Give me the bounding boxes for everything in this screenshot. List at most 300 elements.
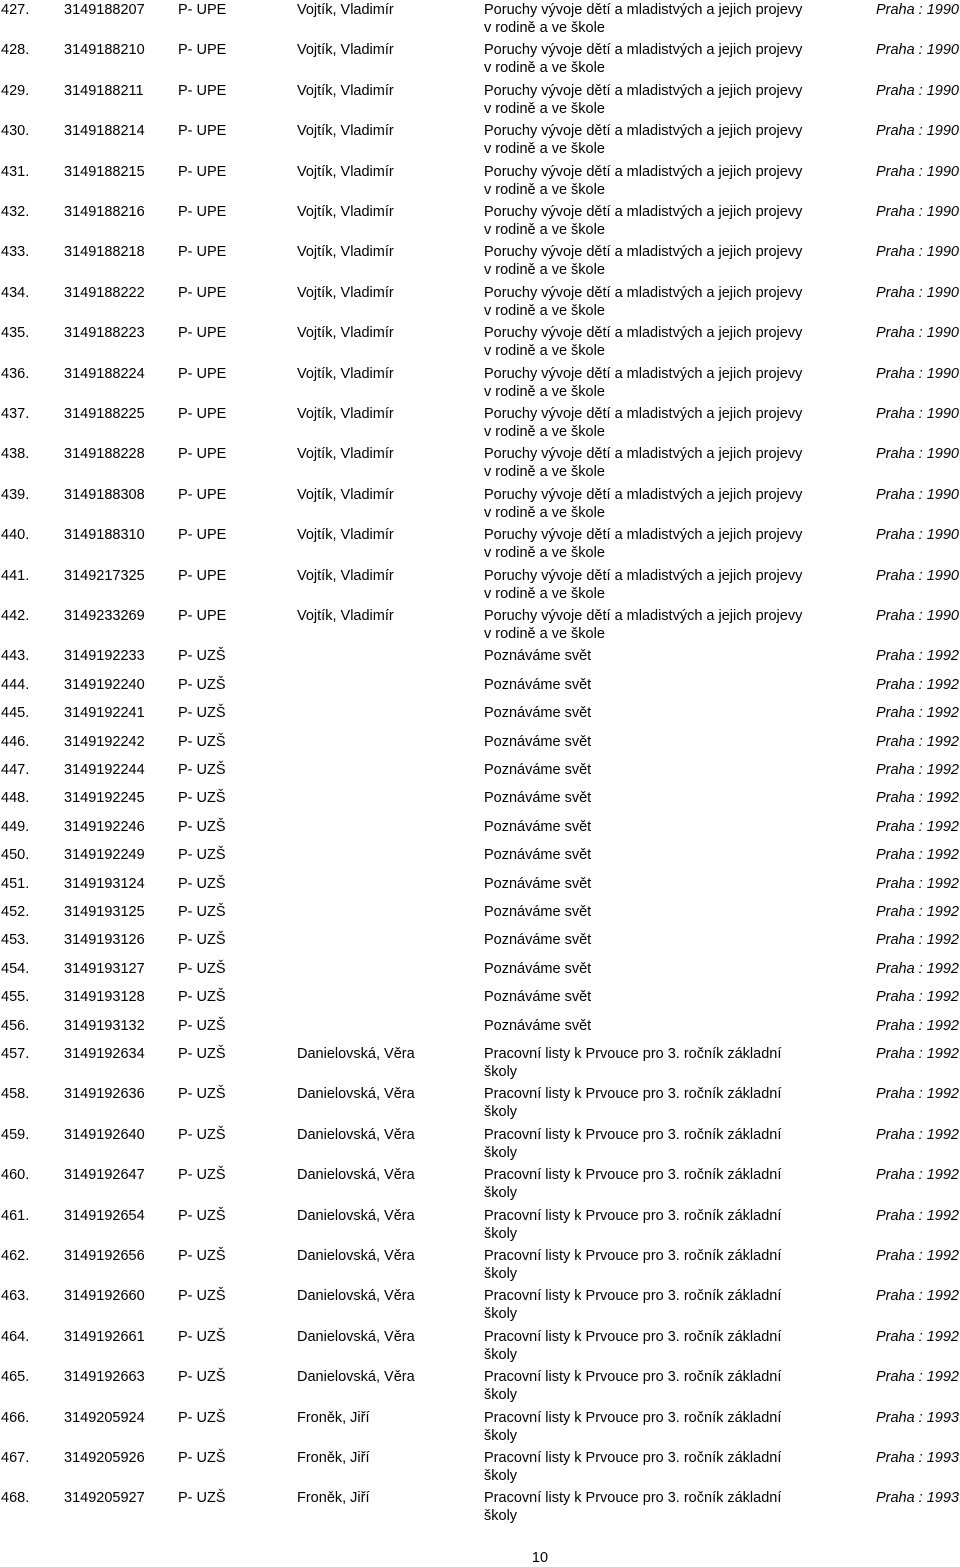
signature: P- UZŠ	[178, 1207, 226, 1224]
publication: Praha : 1992	[875, 1369, 959, 1386]
title-line: školy	[484, 1468, 518, 1484]
row-number: 452.	[1, 904, 30, 920]
barcode: 3149188207	[64, 2, 145, 18]
title-line: školy	[484, 1306, 518, 1323]
signature: P- UPE	[178, 406, 227, 422]
row-number: 453.	[1, 932, 30, 949]
title-line: Pracovní listy k Prvouce pro 3. ročník základní	[484, 1126, 782, 1143]
title-line: Poruchy vývoje dětí a mladistvých a jejich projevy	[484, 567, 803, 584]
barcode: 3149192661	[64, 1328, 145, 1345]
title-line: školy	[484, 1508, 518, 1525]
publication: Praha : 1990	[875, 406, 959, 422]
publication: Praha : 1992	[875, 1167, 959, 1184]
barcode: 3149205924	[64, 1409, 145, 1426]
barcode: 3149192656	[64, 1248, 145, 1264]
publication: Praha : 1992	[875, 904, 959, 920]
row-number: 431.	[1, 163, 30, 180]
title	[484, 931, 844, 949]
title-line: v rodině a ve škole	[484, 383, 605, 400]
signature: P- UZŠ	[178, 648, 226, 665]
author: Froněk, Jiří	[297, 1450, 370, 1466]
title	[484, 846, 844, 864]
title	[484, 41, 844, 77]
row-number: 427.	[1, 2, 30, 18]
title-line: školy	[484, 1104, 518, 1121]
title	[484, 486, 844, 522]
author: Danielovská, Věra	[297, 1046, 415, 1062]
author: Danielovská, Věra	[297, 1288, 415, 1305]
publication: Praha : 1993	[875, 1450, 959, 1466]
signature: P- UPE	[178, 204, 227, 220]
row-number: 454.	[1, 960, 30, 977]
title	[484, 567, 844, 603]
barcode: 3149188215	[64, 163, 145, 180]
barcode: 3149192663	[64, 1369, 145, 1386]
title-line: v rodině a ve škole	[484, 222, 605, 238]
title	[484, 445, 844, 481]
author: Danielovská, Věra	[297, 1328, 415, 1345]
publication: Praha : 1992	[875, 676, 959, 693]
title	[484, 1287, 844, 1323]
barcode: 3149192244	[64, 762, 145, 778]
publication: Praha : 1993	[875, 1490, 959, 1507]
signature: P- UZŠ	[178, 904, 226, 920]
barcode: 3149188216	[64, 204, 145, 220]
title-line: Poznáváme svět	[484, 932, 592, 949]
barcode: 3149188224	[64, 365, 145, 382]
signature: P- UZŠ	[178, 1126, 226, 1143]
title-line: Poznáváme svět	[484, 733, 592, 750]
publication: Praha : 1992	[875, 1248, 959, 1264]
title	[484, 1017, 844, 1035]
title-line: školy	[484, 1427, 518, 1444]
title	[484, 1166, 844, 1202]
signature: P- UZŠ	[178, 1248, 226, 1264]
row-number: 460.	[1, 1167, 30, 1184]
barcode: 3149193127	[64, 960, 145, 977]
author: Danielovská, Věra	[297, 1248, 415, 1264]
title-line: Pracovní listy k Prvouce pro 3. ročník základní	[484, 1207, 782, 1224]
signature: P- UZŠ	[178, 847, 226, 864]
title-line: Pracovní listy k Prvouce pro 3. ročník základní	[484, 1328, 782, 1345]
publication: Praha : 1992	[875, 705, 959, 722]
author: Vojtík, Vladimír	[297, 163, 394, 180]
row-number: 463.	[1, 1288, 30, 1305]
title	[484, 203, 844, 239]
publication: Praha : 1992	[875, 1288, 959, 1305]
barcode: 3149193124	[64, 875, 145, 892]
publication: Praha : 1992	[875, 762, 959, 778]
row-number: 455.	[1, 989, 30, 1006]
title-line: v rodině a ve škole	[484, 60, 605, 77]
signature: P- UPE	[178, 82, 227, 99]
barcode: 3149192640	[64, 1126, 145, 1143]
barcode: 3149188214	[64, 123, 145, 140]
row-number: 439.	[1, 486, 30, 503]
row-number: 466.	[1, 1409, 30, 1426]
title-line: Poruchy vývoje dětí a mladistvých a jejich projevy	[484, 406, 803, 422]
row-number: 429.	[1, 82, 30, 99]
barcode: 3149205926	[64, 1450, 145, 1466]
title-line: Poznáváme svět	[484, 705, 592, 722]
author: Vojtík, Vladimír	[297, 567, 394, 584]
barcode: 3149192634	[64, 1046, 145, 1062]
signature: P- UPE	[178, 42, 227, 59]
title-line: v rodině a ve škole	[484, 424, 605, 440]
barcode: 3149233269	[64, 608, 145, 624]
author: Danielovská, Věra	[297, 1369, 415, 1386]
publication: Praha : 1990	[875, 163, 959, 180]
signature: P- UZŠ	[178, 1490, 226, 1507]
title-line: Pracovní listy k Prvouce pro 3. ročník základní	[484, 1248, 782, 1264]
title-line: školy	[484, 1346, 518, 1363]
signature: P- UZŠ	[178, 733, 226, 750]
title-line: Poruchy vývoje dětí a mladistvých a jejich projevy	[484, 204, 803, 220]
title-line: Pracovní listy k Prvouce pro 3. ročník základní	[484, 1369, 782, 1386]
title	[484, 960, 844, 978]
barcode: 3149188310	[64, 527, 145, 544]
signature: P- UPE	[178, 486, 227, 503]
signature: P- UPE	[178, 608, 227, 624]
title-line: v rodině a ve škole	[484, 141, 605, 158]
row-number: 444.	[1, 676, 30, 693]
title-line: Poruchy vývoje dětí a mladistvých a jejich projevy	[484, 2, 803, 18]
title-line: v rodině a ve škole	[484, 100, 605, 117]
publication: Praha : 1993	[875, 1409, 959, 1426]
publication: Praha : 1990	[875, 608, 959, 624]
title	[484, 676, 844, 694]
title-line: Poznáváme svět	[484, 1017, 592, 1034]
title-line: Poznáváme svět	[484, 875, 592, 892]
publication: Praha : 1990	[875, 325, 959, 342]
signature: P- UZŠ	[178, 932, 226, 949]
title	[484, 818, 844, 836]
barcode: 3149188228	[64, 446, 145, 463]
author: Danielovská, Věra	[297, 1167, 415, 1184]
barcode: 3149192240	[64, 676, 145, 693]
title	[484, 122, 844, 158]
title-line: v rodině a ve škole	[484, 343, 605, 360]
publication: Praha : 1992	[875, 648, 959, 665]
title	[484, 875, 844, 893]
title-line: v rodině a ve škole	[484, 302, 605, 319]
barcode: 3149192246	[64, 818, 145, 835]
author: Vojtík, Vladimír	[297, 325, 394, 342]
title-line: Poznáváme svět	[484, 648, 592, 665]
author: Vojtík, Vladimír	[297, 42, 394, 59]
title-line: Pracovní listy k Prvouce pro 3. ročník základní	[484, 1167, 782, 1184]
signature: P- UZŠ	[178, 790, 226, 807]
title	[484, 733, 844, 751]
barcode: 3149192636	[64, 1086, 145, 1103]
author: Vojtík, Vladimír	[297, 82, 394, 99]
barcode: 3149192654	[64, 1207, 145, 1224]
barcode: 3149188211	[64, 82, 144, 99]
barcode: 3149192241	[64, 705, 145, 722]
title	[484, 1085, 844, 1121]
title	[484, 324, 844, 360]
title-line: školy	[484, 1144, 518, 1161]
title	[484, 1368, 844, 1404]
signature: P- UPE	[178, 2, 227, 18]
publication: Praha : 1990	[875, 284, 959, 301]
row-number: 446.	[1, 733, 30, 750]
row-number: 435.	[1, 325, 30, 342]
row-number: 451.	[1, 875, 30, 892]
row-number: 432.	[1, 204, 30, 220]
barcode: 3149188222	[64, 284, 145, 301]
barcode: 3149205927	[64, 1490, 145, 1507]
barcode: 3149188210	[64, 42, 145, 59]
signature: P- UPE	[178, 567, 227, 584]
publication: Praha : 1992	[875, 960, 959, 977]
title-line: v rodině a ve škole	[484, 464, 605, 481]
title	[484, 647, 844, 665]
row-number: 428.	[1, 42, 30, 59]
publication: Praha : 1990	[875, 567, 959, 584]
row-number: 464.	[1, 1328, 30, 1345]
row-number: 456.	[1, 1017, 30, 1034]
author: Vojtík, Vladimír	[297, 446, 394, 463]
barcode: 3149193128	[64, 989, 145, 1006]
publication: Praha : 1990	[875, 527, 959, 544]
barcode: 3149188218	[64, 244, 145, 261]
publication: Praha : 1990	[875, 244, 959, 261]
title	[484, 1489, 844, 1525]
row-number: 447.	[1, 762, 30, 778]
title-line: Poruchy vývoje dětí a mladistvých a jejich projevy	[484, 42, 803, 59]
title-line: Poruchy vývoje dětí a mladistvých a jejich projevy	[484, 608, 803, 624]
row-number: 434.	[1, 284, 30, 301]
title-line: školy	[484, 1225, 518, 1242]
publication: Praha : 1990	[875, 446, 959, 463]
signature: P- UPE	[178, 284, 227, 301]
publication: Praha : 1990	[875, 2, 959, 18]
title-line: Pracovní listy k Prvouce pro 3. ročník základní	[484, 1490, 782, 1507]
title-line: školy	[484, 1185, 518, 1202]
row-number: 468.	[1, 1490, 30, 1507]
barcode: 3149188308	[64, 486, 145, 503]
title-line: v rodině a ve škole	[484, 585, 605, 602]
title	[484, 988, 844, 1006]
author: Vojtík, Vladimír	[297, 365, 394, 382]
title	[484, 1449, 844, 1485]
barcode: 3149193126	[64, 932, 145, 949]
barcode: 3149192233	[64, 648, 145, 665]
row-number: 438.	[1, 446, 30, 463]
title-line: Poruchy vývoje dětí a mladistvých a jejich projevy	[484, 446, 803, 463]
author: Vojtík, Vladimír	[297, 123, 394, 140]
row-number: 458.	[1, 1086, 30, 1103]
title-line: v rodině a ve škole	[484, 504, 605, 521]
author: Vojtík, Vladimír	[297, 244, 394, 261]
title	[484, 163, 844, 199]
title-line: Poznáváme svět	[484, 818, 592, 835]
title-line: Poruchy vývoje dětí a mladistvých a jejich projevy	[484, 163, 803, 180]
signature: P- UZŠ	[178, 1409, 226, 1426]
title	[484, 243, 844, 279]
signature: P- UPE	[178, 325, 227, 342]
title-line: v rodině a ve škole	[484, 262, 605, 279]
title	[484, 1207, 844, 1243]
title-line: školy	[484, 1064, 518, 1080]
title-line: školy	[484, 1387, 518, 1404]
row-number: 442.	[1, 608, 30, 624]
author: Vojtík, Vladimír	[297, 284, 394, 301]
barcode: 3149192249	[64, 847, 145, 864]
title	[484, 789, 844, 807]
title-line: Poruchy vývoje dětí a mladistvých a jejich projevy	[484, 244, 803, 261]
signature: P- UZŠ	[178, 1167, 226, 1184]
barcode: 3149192660	[64, 1288, 145, 1305]
publication: Praha : 1992	[875, 1328, 959, 1345]
author: Vojtík, Vladimír	[297, 2, 394, 18]
title	[484, 1126, 844, 1162]
row-number: 462.	[1, 1248, 30, 1264]
signature: P- UZŠ	[178, 818, 226, 835]
signature: P- UZŠ	[178, 705, 226, 722]
title	[484, 1045, 844, 1081]
row-number: 461.	[1, 1207, 30, 1224]
row-number: 437.	[1, 406, 30, 422]
title-line: Poruchy vývoje dětí a mladistvých a jejich projevy	[484, 325, 803, 342]
title-line: Poruchy vývoje dětí a mladistvých a jejich projevy	[484, 82, 803, 99]
title	[484, 704, 844, 722]
title-line: Poruchy vývoje dětí a mladistvých a jejich projevy	[484, 486, 803, 503]
row-number: 430.	[1, 123, 30, 140]
author: Vojtík, Vladimír	[297, 204, 394, 220]
barcode: 3149217325	[64, 567, 145, 584]
publication: Praha : 1992	[875, 733, 959, 750]
title	[484, 1328, 844, 1364]
title	[484, 903, 844, 921]
title-line: Pracovní listy k Prvouce pro 3. ročník základní	[484, 1288, 782, 1305]
publication: Praha : 1990	[875, 486, 959, 503]
title-line: Poruchy vývoje dětí a mladistvých a jejich projevy	[484, 284, 803, 301]
barcode: 3149192245	[64, 790, 145, 807]
signature: P- UPE	[178, 163, 227, 180]
signature: P- UZŠ	[178, 1046, 226, 1062]
title-line: Pracovní listy k Prvouce pro 3. ročník základní	[484, 1409, 782, 1426]
row-number: 465.	[1, 1369, 30, 1386]
title-line: školy	[484, 1266, 518, 1282]
signature: P- UZŠ	[178, 1450, 226, 1466]
author: Froněk, Jiří	[297, 1490, 370, 1507]
row-number: 467.	[1, 1450, 30, 1466]
row-number: 441.	[1, 567, 30, 584]
title-line: Poznáváme svět	[484, 847, 592, 864]
page-number: 10	[531, 1550, 549, 1566]
title-line: v rodině a ve škole	[484, 181, 605, 198]
publication: Praha : 1990	[875, 82, 959, 99]
title	[484, 761, 844, 779]
row-number: 450.	[1, 847, 30, 864]
publication: Praha : 1990	[875, 365, 959, 382]
publication: Praha : 1992	[875, 989, 959, 1006]
author: Danielovská, Věra	[297, 1086, 415, 1103]
title-line: Poruchy vývoje dětí a mladistvých a jejich projevy	[484, 365, 803, 382]
signature: P- UZŠ	[178, 1017, 226, 1034]
signature: P- UPE	[178, 123, 227, 140]
title-line: v rodině a ve škole	[484, 20, 605, 36]
row-number: 449.	[1, 818, 30, 835]
row-number: 445.	[1, 705, 30, 722]
publication: Praha : 1992	[875, 1207, 959, 1224]
signature: P- UZŠ	[178, 1328, 226, 1345]
author: Froněk, Jiří	[297, 1409, 370, 1426]
signature: P- UPE	[178, 365, 227, 382]
title-line: Poznáváme svět	[484, 904, 592, 920]
title	[484, 365, 844, 401]
signature: P- UZŠ	[178, 960, 226, 977]
title-line: Pracovní listy k Prvouce pro 3. ročník základní	[484, 1450, 782, 1466]
barcode: 3149193132	[64, 1017, 145, 1034]
barcode: 3149192242	[64, 733, 145, 750]
author: Vojtík, Vladimír	[297, 527, 394, 544]
row-number: 433.	[1, 244, 30, 261]
row-number: 457.	[1, 1046, 30, 1062]
barcode: 3149188223	[64, 325, 145, 342]
row-number: 448.	[1, 790, 30, 807]
title	[484, 1409, 844, 1445]
signature: P- UZŠ	[178, 676, 226, 693]
row-number: 436.	[1, 365, 30, 382]
title-line: v rodině a ve škole	[484, 626, 605, 642]
title	[484, 82, 844, 118]
title-line: Pracovní listy k Prvouce pro 3. ročník základní	[484, 1046, 782, 1062]
row-number: 459.	[1, 1126, 30, 1143]
signature: P- UZŠ	[178, 762, 226, 778]
signature: P- UPE	[178, 244, 227, 261]
publication: Praha : 1990	[875, 42, 959, 59]
signature: P- UZŠ	[178, 1288, 226, 1305]
barcode: 3149188225	[64, 406, 145, 422]
publication: Praha : 1992	[875, 875, 959, 892]
signature: P- UZŠ	[178, 989, 226, 1006]
publication: Praha : 1992	[875, 790, 959, 807]
title	[484, 1, 844, 37]
title	[484, 607, 844, 643]
publication: Praha : 1990	[875, 123, 959, 140]
title-line: Poruchy vývoje dětí a mladistvých a jejich projevy	[484, 123, 803, 140]
publication: Praha : 1990	[875, 204, 959, 220]
signature: P- UZŠ	[178, 1086, 226, 1103]
title-line: Poznáváme svět	[484, 762, 592, 778]
author: Vojtík, Vladimír	[297, 406, 394, 422]
signature: P- UPE	[178, 446, 227, 463]
barcode: 3149192647	[64, 1167, 145, 1184]
publication: Praha : 1992	[875, 847, 959, 864]
title-line: Poznáváme svět	[484, 989, 592, 1006]
title	[484, 1247, 844, 1283]
author: Vojtík, Vladimír	[297, 486, 394, 503]
author: Vojtík, Vladimír	[297, 608, 394, 624]
title	[484, 526, 844, 562]
signature: P- UPE	[178, 527, 227, 544]
publication: Praha : 1992	[875, 1086, 959, 1103]
author: Danielovská, Věra	[297, 1126, 415, 1143]
barcode: 3149193125	[64, 904, 145, 920]
row-number: 443.	[1, 648, 30, 665]
title-line: Poruchy vývoje dětí a mladistvých a jejich projevy	[484, 527, 803, 544]
publication: Praha : 1992	[875, 932, 959, 949]
title-line: Pracovní listy k Prvouce pro 3. ročník základní	[484, 1086, 782, 1103]
title	[484, 284, 844, 320]
signature: P- UZŠ	[178, 875, 226, 892]
publication: Praha : 1992	[875, 1126, 959, 1143]
publication: Praha : 1992	[875, 1046, 959, 1062]
publication: Praha : 1992	[875, 1017, 959, 1034]
